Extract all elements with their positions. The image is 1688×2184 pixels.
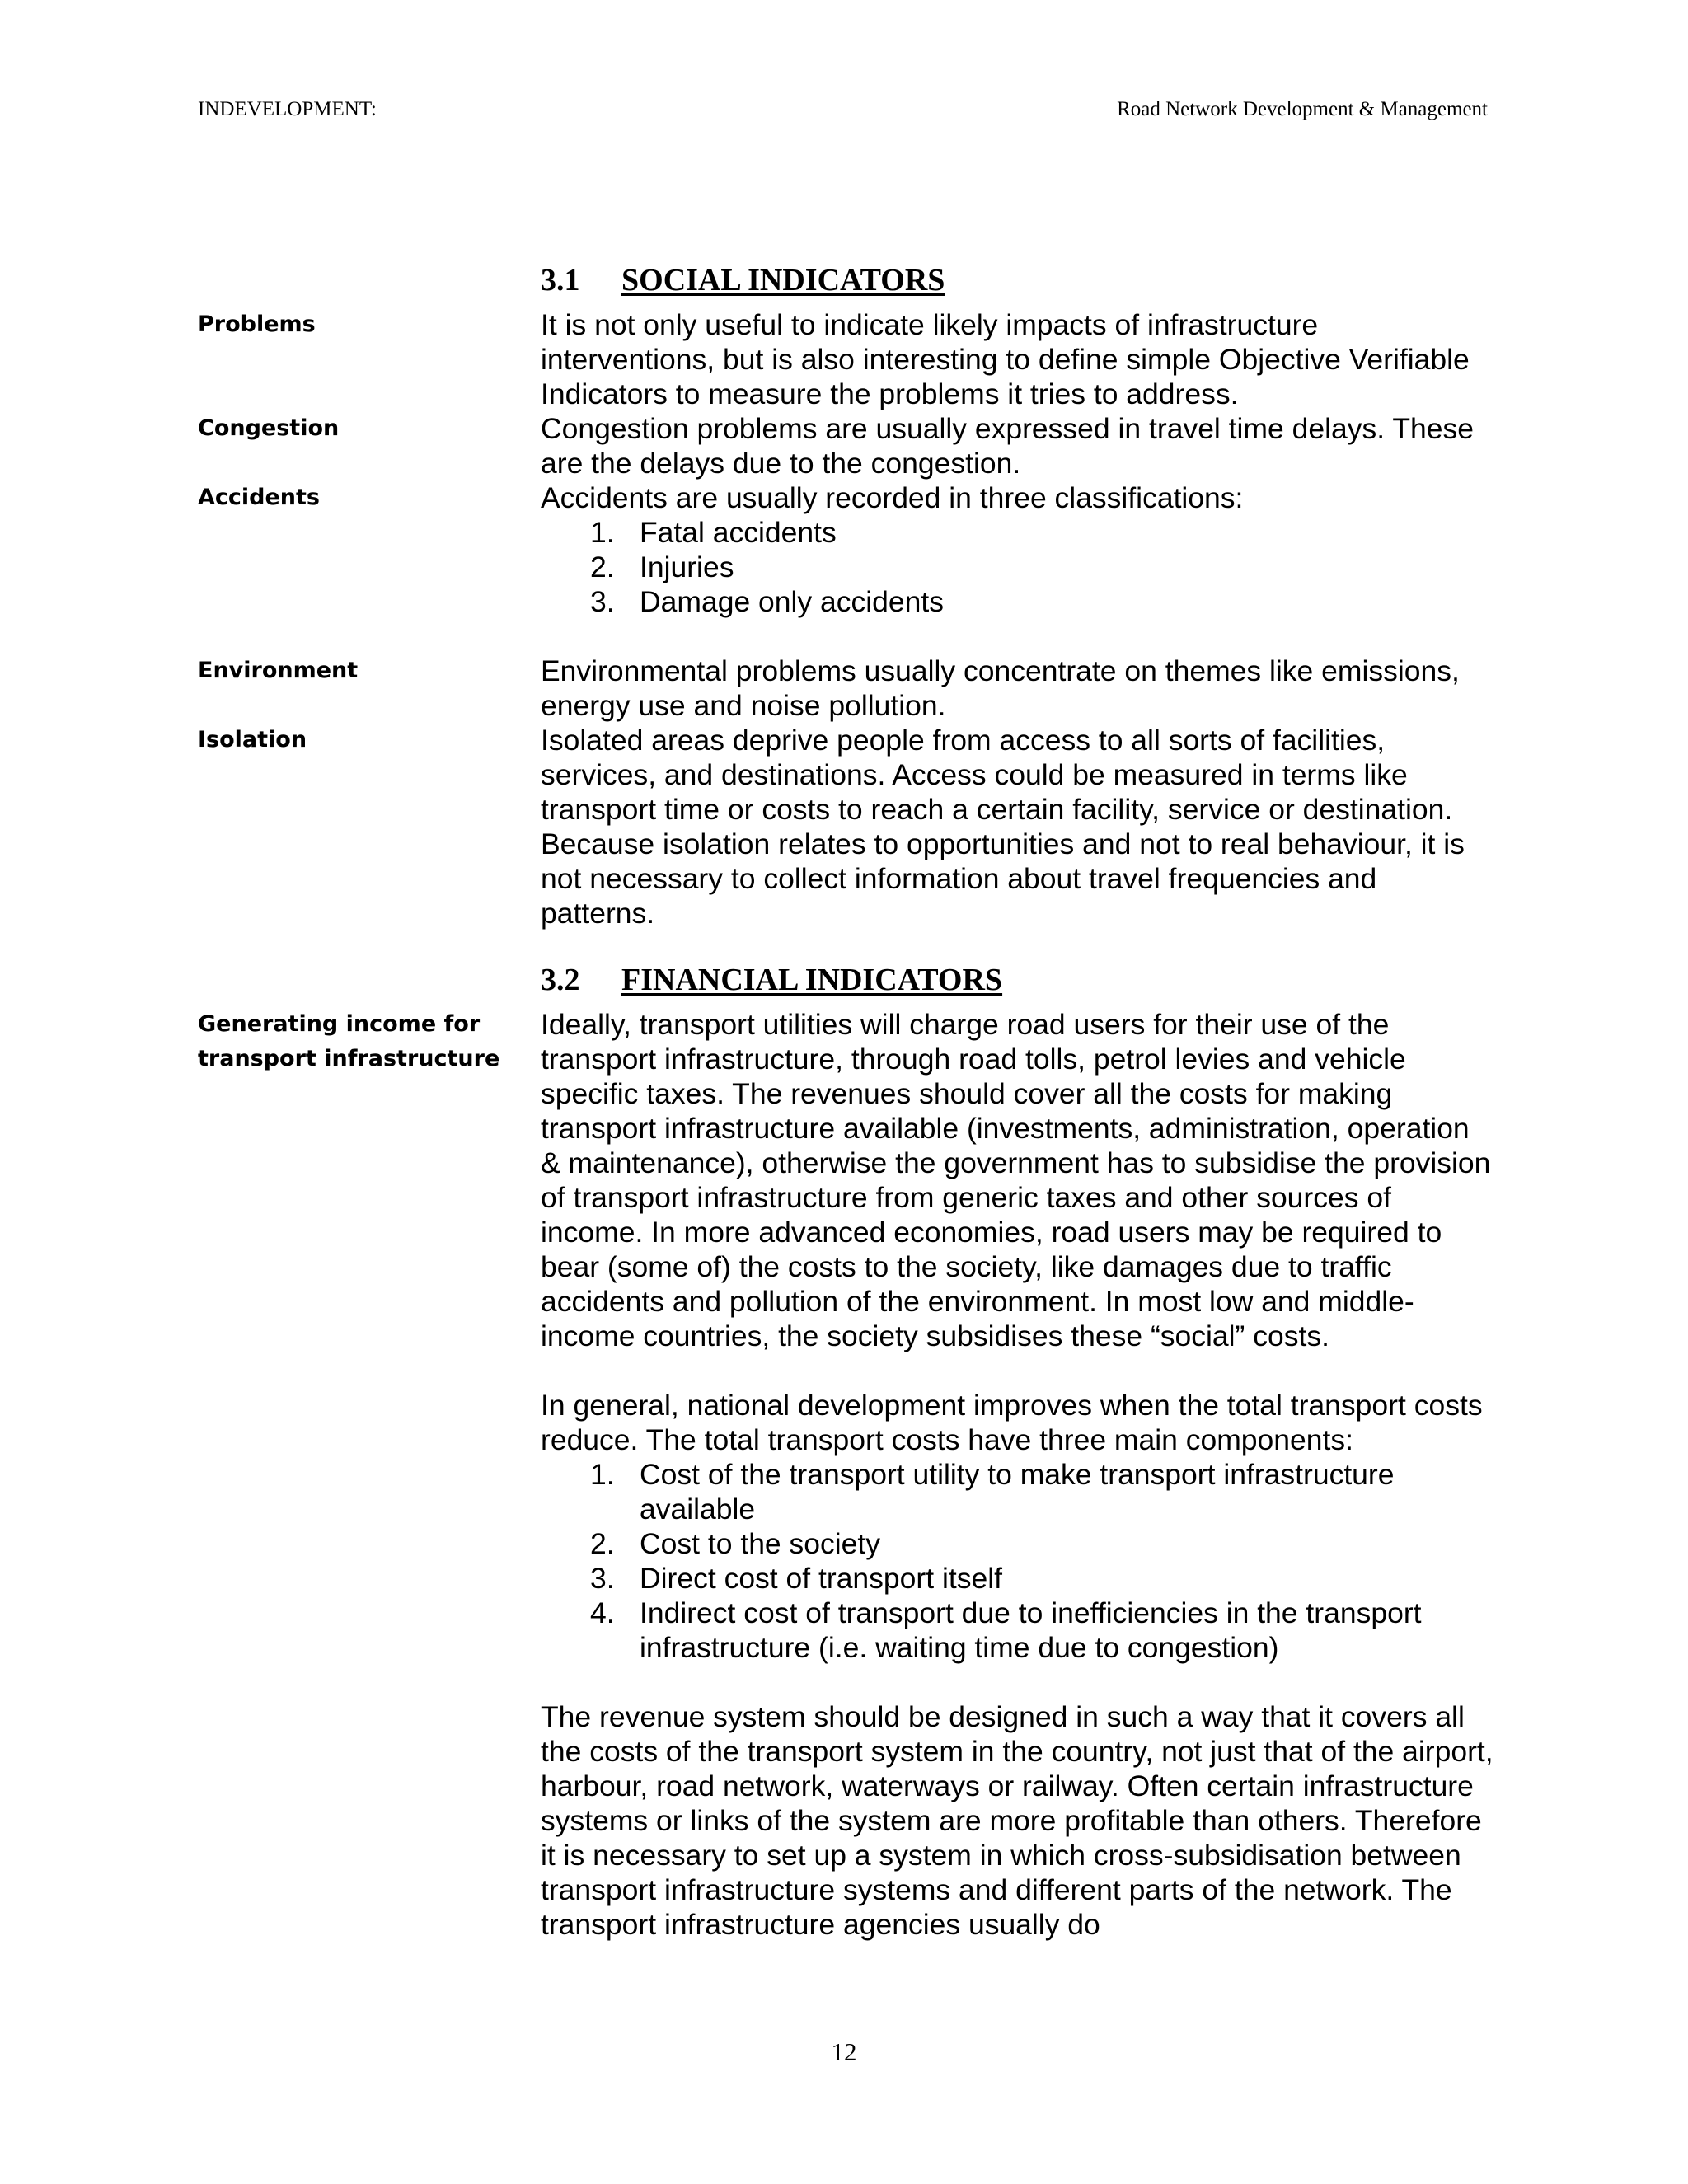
paragraph-accidents: Accidents are usually recorded in three classifications: <box>541 481 1244 514</box>
section-number: 3.2 <box>541 963 580 997</box>
list-item: 1. Cost of the transport utility to make transport infrastructure available <box>590 1458 1395 1526</box>
paragraph-environment: Environmental problems usually concentrate on themes like emissions, energy use and noise pollution. <box>541 654 1460 722</box>
margin-note-accidents: Accidents <box>198 485 320 510</box>
paragraph-general: In general, national development improves when the total transport costs reduce. The total transport costs have three main components: <box>541 1389 1483 1456</box>
section-number: 3.1 <box>541 263 580 298</box>
running-header-right: Road Network Development & Management <box>1117 98 1488 120</box>
paragraph-income: Ideally, transport utilities will charge road users for their use of the transport infrastructure, through road tolls, petrol levies and vehicle specific taxes. The revenues should cover all the costs for making transport infrastructure available (investments, administration, operation & maintenance), otherwise the government has to subsidise the provision of transport infrastructure from generic taxes and other sources of income. In more advanced economies, road users may be required to bear (some of) the costs to the society, like damages due to traffic accidents and pollution of the environment. In most low and middle-income countries, the society subsidises these “social” costs. <box>541 1008 1491 1352</box>
margin-note-income: Generating income for transport infrastructure <box>198 1011 500 1071</box>
running-header-left: INDEVELOPMENT: <box>198 98 377 120</box>
paragraph-isolation: Isolated areas deprive people from access to all sorts of facilities, services, and destinations. Access could be measured in terms like transport time or costs to reach a certain facility, service or destination. Because isolation relates to opportunities and not to real behaviour, it is not necessary to collect information about travel frequencies and patterns. <box>541 724 1465 930</box>
list-item: 3. Damage only accidents <box>590 585 945 618</box>
list-item: 4. Indirect cost of transport due to inefficiencies in the transport infrastructure (i.e. waiting time due to congestion) <box>590 1596 1422 1664</box>
financial-indicators-body <box>541 1007 1497 1942</box>
paragraph-revenue: The revenue system should be designed in such a way that it covers all the costs of the transport system in the country, not just that of the airport, harbour, road network, waterways or railway. Often certain infrastructure systems or links of the system are more profitable than others. Therefore it is necessary to set up a system in which cross-subsidisation between transport infrastructure systems and different parts of the network. The transport infrastructure agencies usually do <box>541 1700 1493 1941</box>
section-heading-social <box>541 262 945 298</box>
section-title: SOCIAL INDICATORS <box>621 263 945 298</box>
list-item: 2. Cost to the society <box>590 1527 881 1560</box>
list-item: 2. Injuries <box>590 551 734 583</box>
paragraph-congestion: Congestion problems are usually expressed in travel time delays. These are the delays due to the congestion. <box>541 412 1474 480</box>
section-heading-financial <box>541 962 1002 998</box>
list-item: 3. Direct cost of transport itself <box>590 1562 1002 1595</box>
list-item: 1. Fatal accidents <box>590 516 837 549</box>
section-title: FINANCIAL INDICATORS <box>621 963 1003 997</box>
margin-note-congestion: Congestion <box>198 415 340 441</box>
margin-note-problems: Problems <box>198 312 316 337</box>
margin-note-environment: Environment <box>198 658 359 683</box>
paragraph-problems: It is not only useful to indicate likely impacts of infrastructure interventions, but is also interesting to define simple Objective Verifiable Indicators to measure the problems it tries to address. <box>541 308 1470 410</box>
margin-note-isolation: Isolation <box>198 727 307 752</box>
page-number: 12 <box>831 2037 857 2066</box>
accident-classification-list <box>541 515 1497 619</box>
social-indicators-body <box>541 307 1497 930</box>
cost-components-list <box>541 1457 1497 1665</box>
